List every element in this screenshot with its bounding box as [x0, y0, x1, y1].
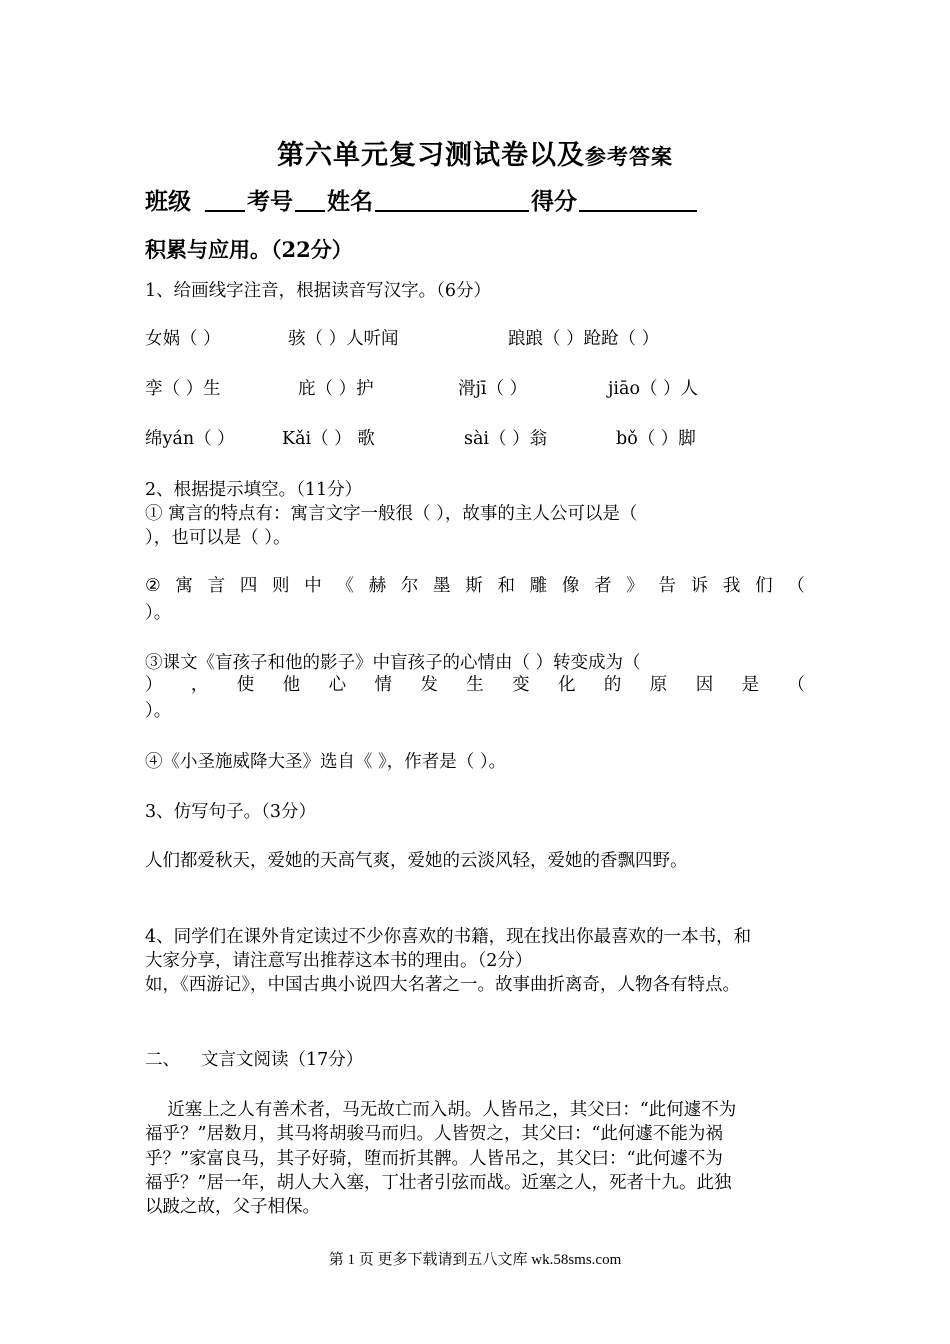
header-fields: [145, 183, 699, 216]
q1-row3-item3: sài（ ）翁: [464, 429, 548, 449]
q1-row3-item1: 绵yán（ ）: [145, 429, 235, 449]
name-label: 姓名: [327, 188, 374, 215]
q2-item3-char: 因: [695, 675, 714, 695]
q2-item2-char: 言: [207, 576, 226, 596]
q2-item2-char: 和: [497, 576, 515, 596]
section2-number: 二、: [145, 1050, 180, 1070]
q2-item3-char: 原: [649, 675, 668, 695]
q2-item3-line3: ）。: [145, 701, 172, 721]
q2-item2-char: 四: [239, 576, 258, 596]
q2-item2-char: 雕: [529, 576, 548, 596]
q2-prompt: 2、根据提示填空。（11分）: [145, 480, 363, 500]
q2-item2-char: 》: [626, 576, 644, 596]
q2-item3-line1: ③课文《盲孩子和他的影子》中盲孩子的心情由（ ）转变成为（: [145, 653, 641, 673]
score-label: 得分: [531, 188, 578, 215]
q2-item2-char: 告: [658, 576, 676, 596]
q2-item3-char: 变: [512, 675, 530, 695]
number-blank[interactable]: [295, 188, 325, 212]
section1-heading: 积累与应用。（22分）: [145, 237, 353, 262]
passage-line5: 以跛之故，父子相保。: [145, 1197, 320, 1217]
q2-item3-char: 情: [374, 675, 392, 695]
q2-item3-char: 心: [328, 675, 347, 695]
q2-item2-char: 赫: [368, 576, 387, 596]
q1-row2-item4: jiāo（ ）人: [608, 379, 699, 399]
q2-item2-char: 寓: [175, 576, 193, 596]
q2-item3-char: 生: [466, 675, 484, 695]
q1-row1-item2: 骇（ ）人听闻: [288, 329, 399, 349]
passage-line3: 乎？”家富良马，其子好骑，堕而折其髀。人皆吊之，其父曰：“此何遽不为: [145, 1149, 723, 1169]
passage-line4: 福乎？”居一年，胡人大入塞，丁壮者引弦而战。近塞之人，死者十九。此独: [145, 1173, 732, 1193]
q1-row3-item4: bǒ（ ）脚: [616, 429, 696, 449]
q1-row3-item2: Kǎi（ ） 歌: [282, 429, 375, 449]
q2-item4: ④《小圣施威降大圣》选自《 》，作者是（ ）。: [145, 752, 507, 772]
q2-item2-char: 诉: [690, 576, 709, 596]
q2-item2-line1: [145, 574, 805, 599]
title-main: 第六单元复习测试卷以及: [277, 140, 585, 171]
q2-item3-char: （: [787, 675, 805, 695]
q2-item2-char: 像: [561, 576, 580, 596]
q2-item2-char: 《: [336, 576, 354, 596]
q2-item3-char: ）: [145, 675, 163, 695]
q2-item2-char: 们: [755, 576, 773, 596]
q4-prompt-line2: 大家分享，请注意写出推荐这本书的理由。（2分）: [145, 951, 533, 971]
q2-item3-char: 使: [236, 675, 255, 695]
q1-prompt: 1、给画线字注音，根据读音写汉字。（6分）: [145, 281, 492, 301]
q1-row2-item2: 庇（ ）护: [298, 379, 374, 399]
q2-item2-char: 者: [594, 576, 612, 596]
q1-row1-item1: 女娲（ ）: [145, 329, 221, 349]
q2-item3-char: 的: [603, 675, 622, 695]
score-blank[interactable]: [579, 188, 697, 212]
q2-item2-char: 尔: [400, 576, 419, 596]
q2-item3-line2: [145, 673, 805, 698]
q2-item1-line1: ① 寓言的特点有：寓言文字一般很（ ），故事的主人公可以是（: [145, 504, 638, 524]
q2-item2-char: 中: [304, 576, 322, 596]
q2-item2-char: 我: [722, 576, 741, 596]
title-suffix: 参考答案: [585, 144, 673, 169]
q2-item2-char: ②: [145, 576, 161, 596]
q2-item3-char: 化: [558, 675, 576, 695]
class-label: 班级: [145, 188, 191, 215]
passage-line2: 福乎？”居数月，其马将胡骏马而归。人皆贺之，其父曰：“此何遽不能为祸: [145, 1124, 723, 1144]
name-blank[interactable]: [375, 188, 529, 212]
q2-item1-line2: ），也可以是（ ）。: [145, 528, 291, 548]
q2-item2-char: 斯: [465, 576, 483, 596]
q3-example: 人们都爱秋天，爱她的天高气爽，爱她的云淡风轻，爱她的香飘四野。: [145, 851, 688, 871]
q2-item3-char: ，: [190, 675, 209, 695]
q1-row2-item3: 滑jī（ ）: [458, 379, 528, 399]
q1-row2-item1: 孪（ ）生: [145, 379, 221, 399]
q2-item2-char: 则: [272, 576, 290, 596]
page-title: [0, 133, 950, 172]
section2-heading: 文言文阅读（17分）: [201, 1050, 364, 1070]
q4-prompt-line1: 4、同学们在课外肯定读过不少你喜欢的书籍，现在找出你最喜欢的一本书，和: [145, 927, 752, 947]
q2-item3-char: 他: [282, 675, 301, 695]
q2-item3-char: 是: [741, 675, 760, 695]
q2-item2-char: 墨: [433, 576, 451, 596]
q1-row1-item3: 踉踉（ ）跄跄（ ）: [508, 329, 660, 349]
q4-example: 如，《西游记》，中国古典小说四大名著之一。故事曲折离奇，人物各有特点。: [145, 975, 740, 995]
page-footer: 第 1 页 更多下载请到五八文库 wk.58sms.com: [328, 1252, 622, 1268]
q3-prompt: 3、仿写句子。（3分）: [145, 802, 317, 822]
class-blank[interactable]: [205, 188, 245, 212]
q2-item3-char: 发: [420, 675, 438, 695]
q2-item2-line2: ）。: [145, 603, 172, 623]
number-label: 考号: [247, 188, 294, 215]
q2-item2-char: （: [787, 576, 805, 596]
passage-line1: 近塞上之人有善术者，马无故亡而入胡。人皆吊之，其父曰：“此何遽不为: [145, 1100, 737, 1120]
